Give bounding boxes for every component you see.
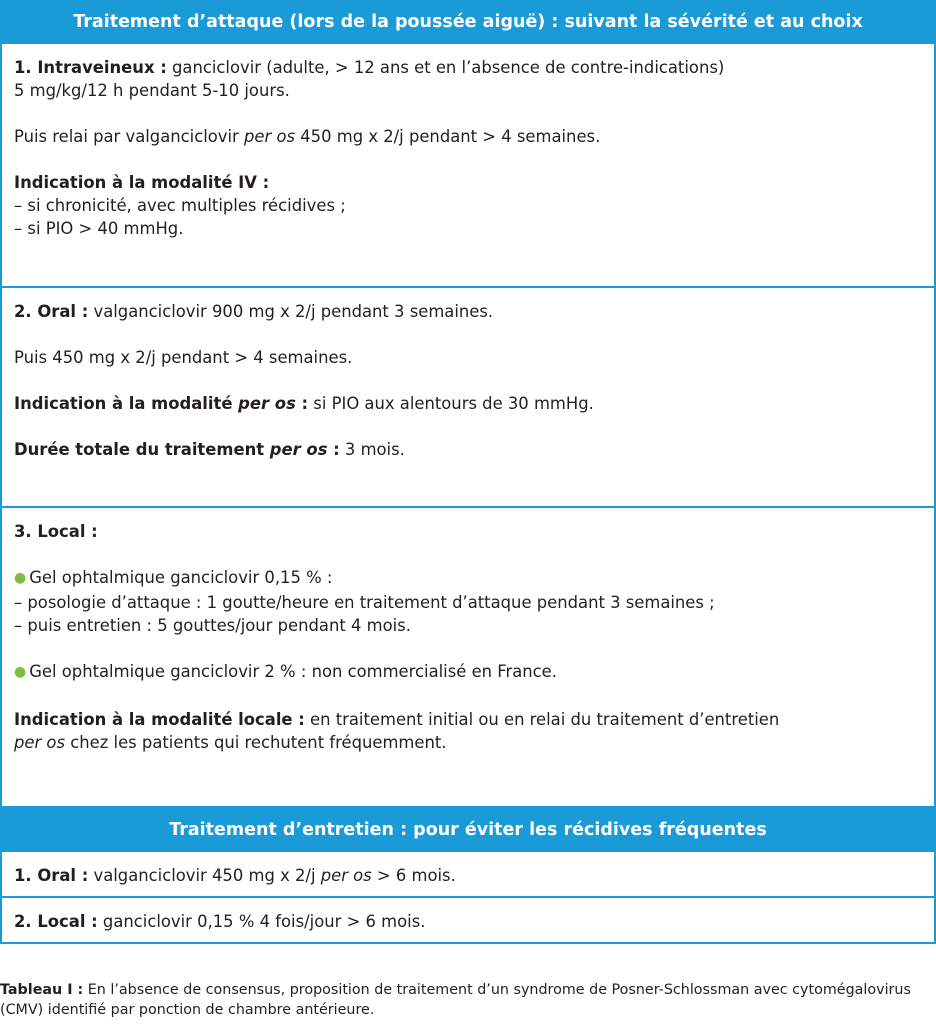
local-title-line [14, 520, 922, 543]
local-section [0, 508, 936, 808]
local-posology-1: – posologie d’attaque : 1 goutte/heure en traitement d’attaque pendant 3 semaines ; [14, 593, 715, 612]
iv-section [0, 44, 936, 288]
oral-dur-post: : [327, 440, 340, 459]
iv-title: 1. Intraveineux : [14, 58, 167, 77]
local-gel-2 [14, 660, 922, 685]
oral-title: 2. Oral : [14, 302, 89, 321]
oral-duration-text: 3 mois. [339, 440, 405, 459]
oral-ind-italic: per os [238, 394, 296, 413]
table-caption [0, 980, 936, 1020]
oral-duration [14, 438, 922, 461]
maintenance-oral-italic: per os [320, 866, 372, 885]
local-posology-2: – puis entretien : 5 gouttes/jour pendant 4 mois. [14, 616, 411, 635]
iv-relay [14, 125, 922, 148]
local-indication-label: Indication à la modalité locale : [14, 710, 305, 729]
oral-indication-label [14, 394, 308, 413]
iv-relay-italic: per os [244, 127, 296, 146]
iv-relay-post: 450 mg x 2/j pendant > 4 semaines. [295, 127, 601, 146]
maintenance-oral-section [0, 852, 936, 898]
maintenance-local-section [0, 898, 936, 944]
local-indication-cont [14, 731, 922, 754]
bullet-icon: ● [14, 664, 27, 680]
iv-line-1 [14, 56, 922, 79]
maintenance-treatment-header: Traitement d’entretien : pour éviter les récidives fréquentes [0, 808, 936, 852]
local-indication-italic: per os [14, 733, 66, 752]
caption-text: En l’absence de consensus, proposition de traitement d’un syndrome de Posner-Schlossman avec cytomégalovirus (CMV) identifié par ponction de chambre antérieure. [0, 982, 911, 1018]
oral-relay: Puis 450 mg x 2/j pendant > 4 semaines. [14, 348, 353, 367]
iv-indication-label: Indication à la modalité IV : [14, 173, 270, 192]
iv-indication-title [14, 171, 922, 194]
oral-line-1 [14, 300, 922, 323]
local-gel-2-text: Gel ophtalmique ganciclovir 2 % : non commercialisé en France. [29, 662, 557, 681]
iv-indication-1: – si chronicité, avec multiples récidives ; [14, 196, 346, 215]
local-indication-text-2: chez les patients qui rechutent fréquemment. [65, 733, 447, 752]
local-indication-text: en traitement initial ou en relai du traitement d’entretien [304, 710, 780, 729]
iv-relay-pre: Puis relai par valganciclovir [14, 127, 245, 146]
local-gel-1-text: Gel ophtalmique ganciclovir 0,15 % : [29, 568, 333, 587]
oral-ind-post: : [295, 394, 309, 413]
oral-ind-pre: Indication à la modalité [14, 394, 239, 413]
maintenance-local-line [14, 910, 922, 933]
iv-indication-2: – si PIO > 40 mmHg. [14, 219, 184, 238]
maintenance-oral-pre: valganciclovir 450 mg x 2/j [88, 866, 321, 885]
bullet-icon: ● [14, 570, 27, 586]
local-gel-1 [14, 566, 922, 591]
oral-dur-pre: Durée totale du traitement [14, 440, 270, 459]
local-indication [14, 708, 922, 731]
oral-indication [14, 392, 922, 415]
local-title: 3. Local : [14, 522, 98, 541]
maintenance-oral-line [14, 864, 922, 887]
maintenance-oral-post: > 6 mois. [371, 866, 456, 885]
oral-indication-text: si PIO aux alentours de 30 mmHg. [308, 394, 594, 413]
maintenance-local-title: 2. Local : [14, 912, 98, 931]
attack-treatment-header: Traitement d’attaque (lors de la poussée aiguë) : suivant la sévérité et au choix [0, 0, 936, 44]
maintenance-local-text: ganciclovir 0,15 % 4 fois/jour > 6 mois. [97, 912, 426, 931]
maintenance-oral-title: 1. Oral : [14, 866, 89, 885]
oral-dur-italic: per os [269, 440, 328, 459]
oral-section [0, 288, 936, 508]
oral-duration-label [14, 440, 340, 459]
iv-text: ganciclovir (adulte, > 12 ans et en l’absence de contre-indications) [166, 58, 725, 77]
caption-label: Tableau I : [0, 982, 84, 998]
iv-dose: 5 mg/kg/12 h pendant 5-10 jours. [14, 81, 290, 100]
oral-text: valganciclovir 900 mg x 2/j pendant 3 semaines. [88, 302, 494, 321]
